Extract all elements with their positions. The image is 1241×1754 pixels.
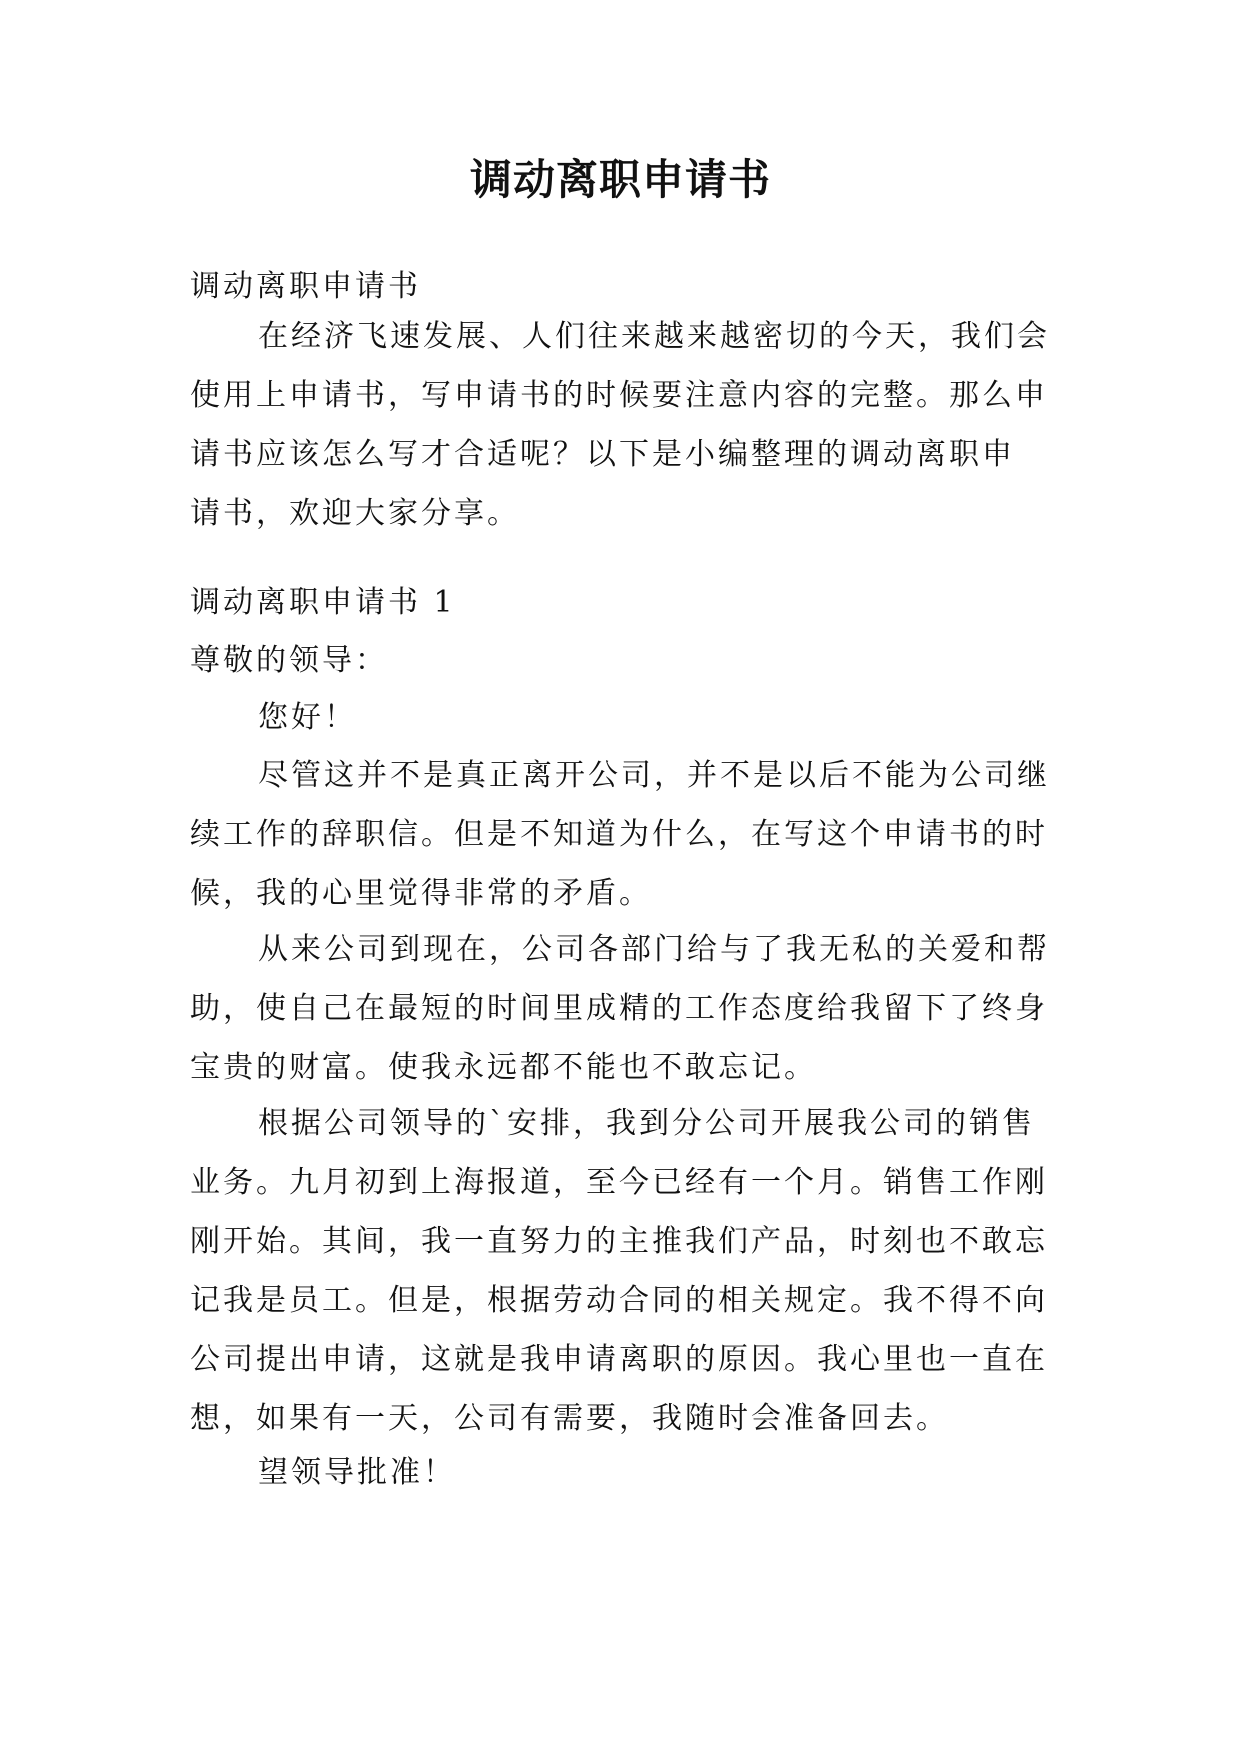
paragraph-3: [190, 1094, 1050, 1448]
greeting: 您好！: [258, 700, 357, 735]
intro-line: 请书应该怎么写才合适呢？以下是小编整理的调动离职申: [190, 437, 1015, 472]
paragraph-line: 助，使自己在最短的时间里成精的工作态度给我留下了终身: [190, 991, 1048, 1026]
paragraph-2: [190, 920, 1050, 1097]
section-title: 调动离职申请书 1: [190, 585, 456, 620]
intro-line: 请书，欢迎大家分享。: [190, 496, 520, 531]
paragraph-line: 从来公司到现在，公司各部门给与了我无私的关爱和帮: [258, 932, 1050, 967]
paragraph-line: 记我是员工。但是，根据劳动合同的相关规定。我不得不向: [190, 1283, 1048, 1318]
paragraph-line: 根据公司领导的`安排，我到分公司开展我公司的销售: [258, 1106, 1035, 1141]
paragraph-line: 业务。九月初到上海报道，至今已经有一个月。销售工作刚: [190, 1165, 1048, 1200]
paragraph-line: 候，我的心里觉得非常的矛盾。: [190, 876, 652, 911]
salutation: 尊敬的领导：: [190, 643, 388, 678]
paragraph-line: 尽管这并不是真正离开公司，并不是以后不能为公司继: [258, 758, 1050, 793]
intro-line: 在经济飞速发展、人们往来越来越密切的今天，我们会: [258, 319, 1050, 354]
closing-line: 望领导批准！: [258, 1455, 456, 1490]
paragraph-line: 公司提出申请，这就是我申请离职的原因。我心里也一直在: [190, 1342, 1048, 1377]
paragraph-line: 续工作的辞职信。但是不知道为什么，在写这个申请书的时: [190, 817, 1048, 852]
paragraph-1: [190, 746, 1050, 923]
document-title: 调动离职申请书: [469, 155, 771, 204]
paragraph-line: 宝贵的财富。使我永远都不能也不敢忘记。: [190, 1050, 817, 1085]
intro-line: 使用上申请书，写申请书的时候要注意内容的完整。那么申: [190, 378, 1048, 413]
intro-paragraph: [190, 307, 1050, 543]
document-heading: 调动离职申请书: [190, 269, 421, 304]
paragraph-line: 刚开始。其间，我一直努力的主推我们产品，时刻也不敢忘: [190, 1224, 1048, 1259]
paragraph-line: 想，如果有一天，公司有需要，我随时会准备回去。: [190, 1401, 949, 1436]
